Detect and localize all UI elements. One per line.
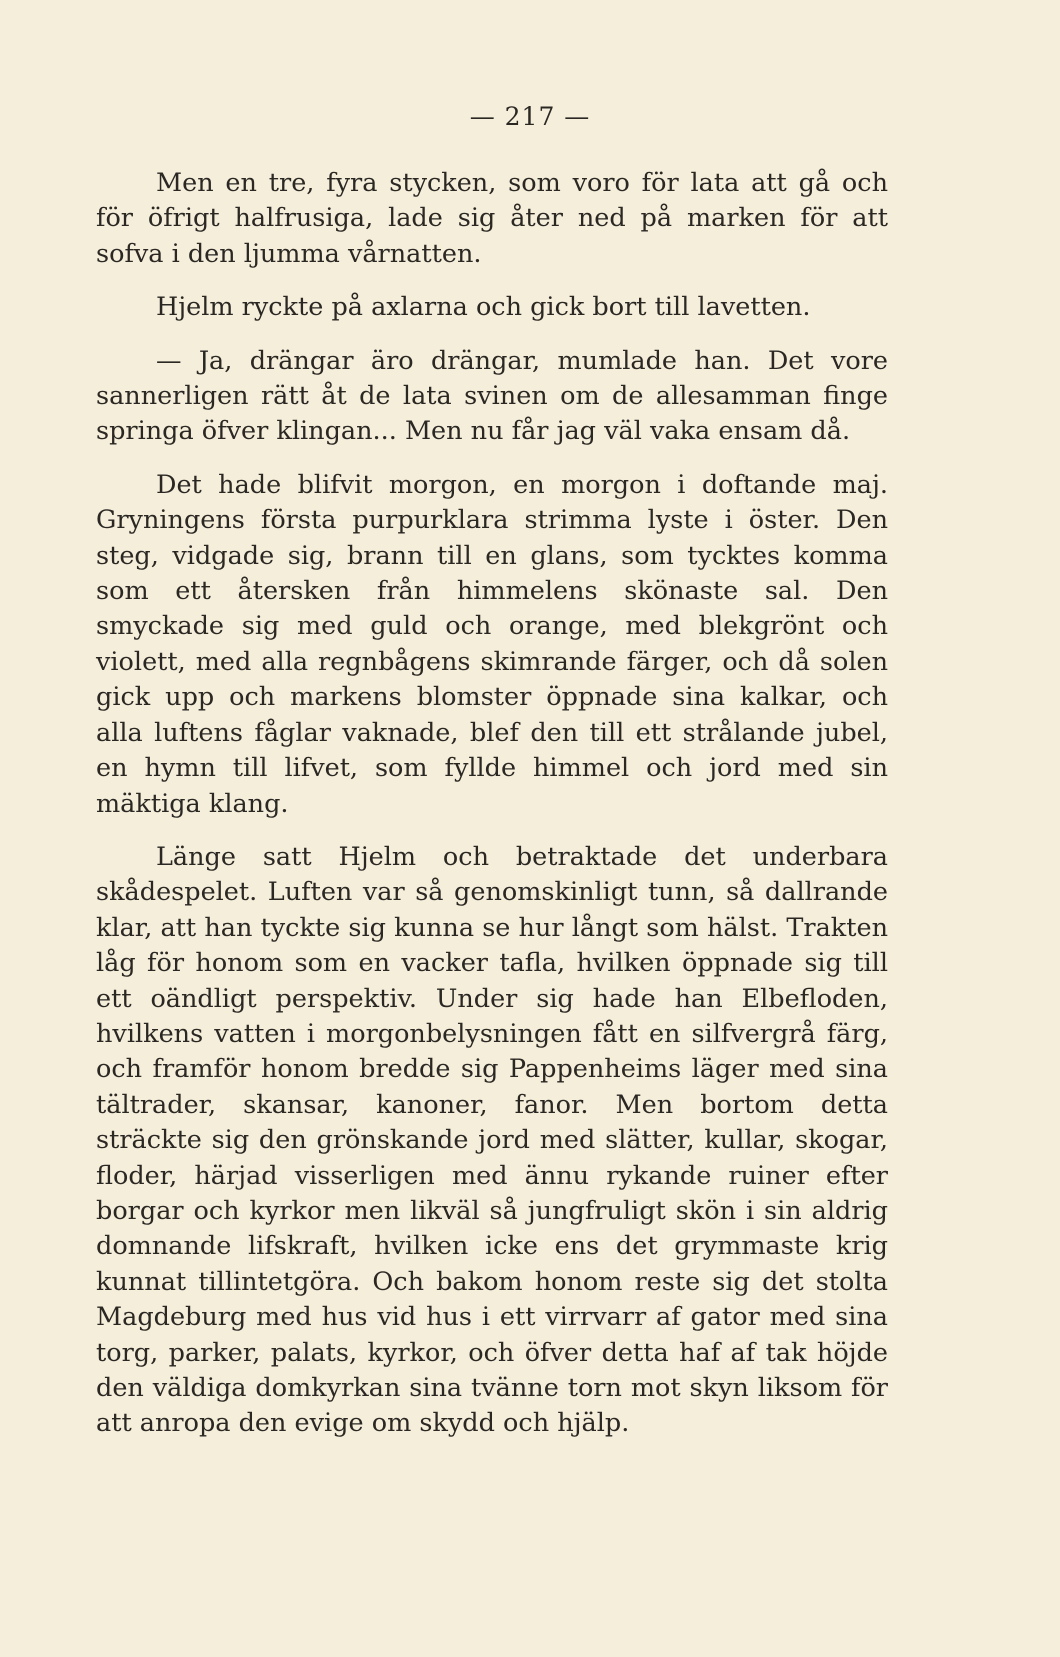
paragraph-4: Det hade blifvit morgon, en morgon i doftande maj. Gryningens första purpurklara strimma lyste i öster. Den steg, vidgade sig, brann till en glans, som tycktes komma som ett återsken från himmelens skönaste sal. Den smyckade sig med guld och orange, med blekgrönt och violett, med alla regnbågens skimrande färger, och då solen gick upp och markens blomster öppnade sina kalkar, och alla luftens fåglar vaknade, blef den till ett strålande jubel, en hymn till lifvet, som fyllde himmel och jord med sin mäktiga klang.	[96, 469, 888, 819]
paragraph-1: Men en tre, fyra stycken, som voro för lata att gå och för öfrigt halfrusiga, lade sig åter ned på marken för att sofva i den ljumma vårnatten.	[96, 168, 888, 269]
body-text	[96, 166, 888, 1442]
paragraph-2: Hjelm ryckte på axlarna och gick bort till lavetten.	[156, 292, 811, 323]
paragraph-5: Länge satt Hjelm och betraktade det underbara skådespelet. Luften var så genomskinligt tunn, så dallrande klar, att han tyckte sig kunna se hur långt som hälst. Trakten låg för honom som en vacker tafla, hvilken öppnade sig till ett oändligt perspektiv. Under sig hade han Elbefloden, hvilkens vatten i morgonbelysningen fått en silfvergrå färg, och framför honom bredde sig Pappenheims läger med sina tältrader, skansar, kanoner, fanor. Men bortom detta sträckte sig den grönskande jord med slätter, kullar, skogar, floder, härjad visserligen med ännu rykande ruiner efter borgar och kyrkor men likväl så jungfruligt skön i sin aldrig domnande lifskraft, hvilken icke ens det grymmaste krig kunnat tillintetgöra. Och bakom honom reste sig det stolta Magdeburg med hus vid hus i ett virrvarr af gator med sina torg, parker, palats, kyrkor, och öfver detta haf af tak höjde den väldiga domkyrkan sina tvänne torn mot skyn liksom för att anropa den evige om skydd och hjälp.	[96, 841, 888, 1439]
page-number: — 217 —	[469, 102, 591, 131]
paragraph-3: — Ja, drängar äro drängar, mumlade han. Det vore sannerligen rätt åt de lata svinen om de allesamman finge springa öfver klingan... Men nu får jag väl vaka ensam då.	[96, 345, 888, 447]
